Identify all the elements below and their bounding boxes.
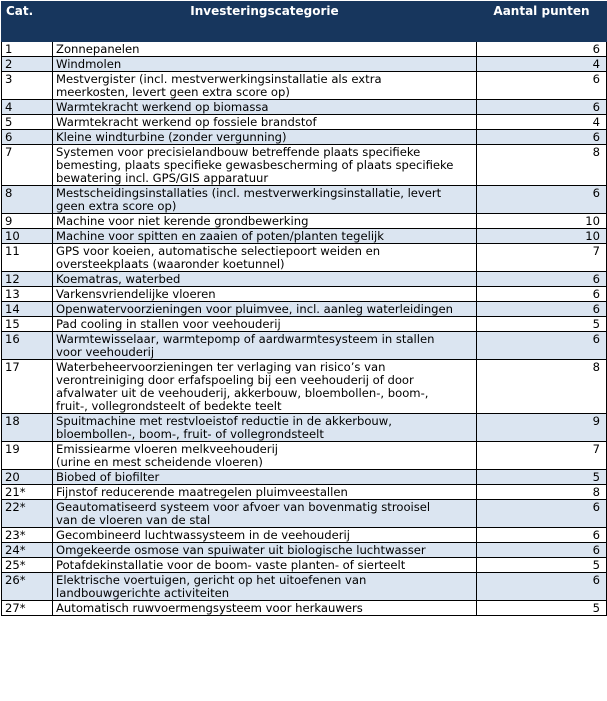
cell-points: 7 (477, 442, 607, 470)
cell-cat: 26* (2, 573, 53, 601)
cell-points: 8 (477, 145, 607, 186)
cell-cat: 25* (2, 558, 53, 573)
cell-description: Warmtekracht werkend op biomassa (53, 100, 477, 115)
table-row (2, 100, 607, 115)
cell-points: 8 (477, 360, 607, 414)
cell-points: 5 (477, 470, 607, 485)
cell-description: Pad cooling in stallen voor veehouderij (53, 317, 477, 332)
cell-points: 5 (477, 558, 607, 573)
cell-cat: 15 (2, 317, 53, 332)
cell-cat: 12 (2, 272, 53, 287)
cell-description: Emissiearme vloeren melkveehouderij (urine en mest scheidende vloeren) (53, 442, 477, 470)
table-row (2, 317, 607, 332)
cell-points: 6 (477, 130, 607, 145)
table-row (2, 528, 607, 543)
cell-cat: 22* (2, 500, 53, 528)
table-row (2, 601, 607, 616)
cell-points: 6 (477, 186, 607, 214)
cell-cat: 24* (2, 543, 53, 558)
table-row (2, 442, 607, 470)
cell-points: 6 (477, 528, 607, 543)
table-body (2, 42, 607, 616)
cell-cat: 13 (2, 287, 53, 302)
cell-cat: 23* (2, 528, 53, 543)
cell-points: 6 (477, 287, 607, 302)
cell-description: Gecombineerd luchtwassysteem in de veehouderij (53, 528, 477, 543)
cell-cat: 27* (2, 601, 53, 616)
cell-cat: 18 (2, 414, 53, 442)
cell-description: Warmtewisselaar, warmtepomp of aardwarmtesysteem in stallen voor veehouderij (53, 332, 477, 360)
table-row (2, 186, 607, 214)
table-row (2, 214, 607, 229)
cell-cat: 8 (2, 186, 53, 214)
table-row (2, 500, 607, 528)
header-points: Aantal punten (477, 2, 607, 42)
cell-points: 5 (477, 317, 607, 332)
cell-cat: 9 (2, 214, 53, 229)
header-description: Investeringscategorie (53, 2, 477, 42)
cell-cat: 16 (2, 332, 53, 360)
cell-description: Systemen voor precisielandbouw betreffende plaats specifieke bemesting, plaats specifieke gewasbescherming of plaats specifieke bewatering incl. GPS/GIS apparatuur (53, 145, 477, 186)
cell-cat: 14 (2, 302, 53, 317)
cell-points: 10 (477, 229, 607, 244)
table-row (2, 543, 607, 558)
cell-points: 6 (477, 543, 607, 558)
cell-description: Spuitmachine met restvloeistof reductie in de akkerbouw, bloembollen-, boom-, fruit- of vollegrondsteelt (53, 414, 477, 442)
cell-description: Warmtekracht werkend op fossiele brandstof (53, 115, 477, 130)
cell-description: Geautomatiseerd systeem voor afvoer van bovenmatig strooisel van de vloeren van de stal (53, 500, 477, 528)
cell-points: 5 (477, 601, 607, 616)
cell-points: 4 (477, 57, 607, 72)
cell-description: Biobed of biofilter (53, 470, 477, 485)
cell-cat: 17 (2, 360, 53, 414)
cell-description: Elektrische voertuigen, gericht op het uitoefenen van landbouwgerichte activiteiten (53, 573, 477, 601)
cell-description: Mestvergister (incl. mestverwerkingsinstallatie als extra meerkosten, levert geen extra score op) (53, 72, 477, 100)
cell-cat: 1 (2, 42, 53, 57)
cell-points: 6 (477, 500, 607, 528)
table-row (2, 272, 607, 287)
table-row (2, 287, 607, 302)
cell-description: Kleine windturbine (zonder vergunning) (53, 130, 477, 145)
table-row (2, 414, 607, 442)
table-row (2, 145, 607, 186)
cell-description: Machine voor niet kerende grondbewerking (53, 214, 477, 229)
table-row (2, 130, 607, 145)
cell-points: 9 (477, 414, 607, 442)
cell-points: 7 (477, 244, 607, 272)
header-cat: Cat. (2, 2, 53, 42)
cell-cat: 21* (2, 485, 53, 500)
cell-description: Windmolen (53, 57, 477, 72)
cell-description: Machine voor spitten en zaaien of poten/planten tegelijk (53, 229, 477, 244)
cell-cat: 7 (2, 145, 53, 186)
cell-points: 6 (477, 332, 607, 360)
cell-cat: 20 (2, 470, 53, 485)
table-row (2, 57, 607, 72)
table-row (2, 115, 607, 130)
cell-points: 8 (477, 485, 607, 500)
cell-points: 10 (477, 214, 607, 229)
table-row (2, 332, 607, 360)
cell-points: 6 (477, 100, 607, 115)
table-row (2, 485, 607, 500)
cell-cat: 11 (2, 244, 53, 272)
cell-description: Mestscheidingsinstallaties (incl. mestverwerkingsinstallatie, levert geen extra score op) (53, 186, 477, 214)
cell-cat: 5 (2, 115, 53, 130)
cell-description: Potafdekinstallatie voor de boom- vaste planten- of sierteelt (53, 558, 477, 573)
cell-description: Koematras, waterbed (53, 272, 477, 287)
table-header-row (2, 2, 607, 42)
table-row (2, 558, 607, 573)
investment-category-table (1, 1, 607, 616)
cell-cat: 2 (2, 57, 53, 72)
cell-cat: 10 (2, 229, 53, 244)
cell-points: 6 (477, 42, 607, 57)
cell-description: Waterbeheervoorzieningen ter verlaging van risico’s van verontreiniging door erfafspoeling bij een veehouderij of door afvalwater uit de veehouderij, akkerbouw, bloembollen-, boom-, fruit-, vollegrondsteelt of bedekte teelt (53, 360, 477, 414)
table-row (2, 229, 607, 244)
cell-description: Zonnepanelen (53, 42, 477, 57)
table-row (2, 302, 607, 317)
cell-points: 4 (477, 115, 607, 130)
cell-description: GPS voor koeien, automatische selectiepoort weiden en oversteekplaats (waaronder koetunnel) (53, 244, 477, 272)
table-row (2, 72, 607, 100)
cell-description: Openwatervoorzieningen voor pluimvee, incl. aanleg waterleidingen (53, 302, 477, 317)
cell-points: 6 (477, 302, 607, 317)
cell-points: 6 (477, 72, 607, 100)
table-row (2, 470, 607, 485)
cell-description: Varkensvriendelijke vloeren (53, 287, 477, 302)
cell-points: 6 (477, 573, 607, 601)
table-row (2, 42, 607, 57)
cell-points: 6 (477, 272, 607, 287)
table-row (2, 244, 607, 272)
cell-cat: 6 (2, 130, 53, 145)
cell-cat: 4 (2, 100, 53, 115)
table-row (2, 360, 607, 414)
cell-description: Fijnstof reducerende maatregelen pluimveestallen (53, 485, 477, 500)
cell-description: Automatisch ruwvoermengsysteem voor herkauwers (53, 601, 477, 616)
cell-cat: 3 (2, 72, 53, 100)
table-row (2, 573, 607, 601)
cell-description: Omgekeerde osmose van spuiwater uit biologische luchtwasser (53, 543, 477, 558)
cell-cat: 19 (2, 442, 53, 470)
